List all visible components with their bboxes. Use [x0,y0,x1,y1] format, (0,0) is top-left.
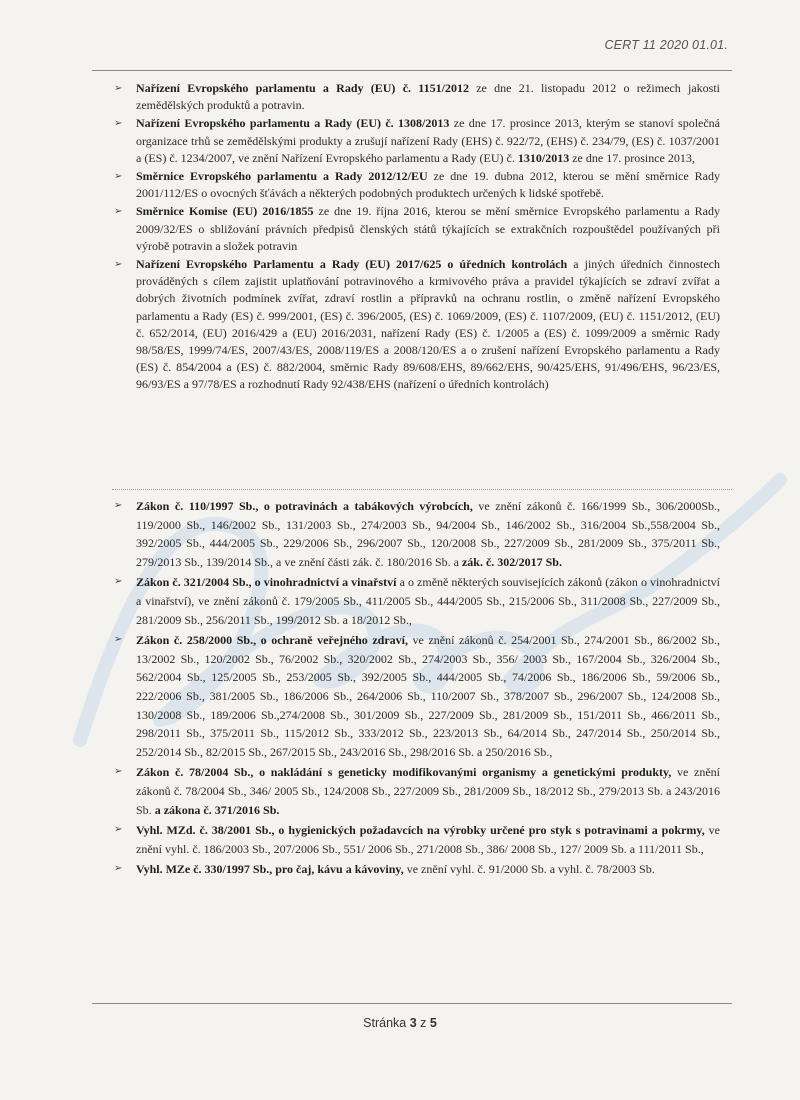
list-item: ➢ Zákon č. 258/2000 Sb., o ochraně veřejného zdraví, ve znění zákonů č. 254/2001 Sb., 274/2001 Sb., 86/2002 Sb., 13/2002 Sb., 120/2002 Sb., 76/2002 Sb., 320/2002 Sb., 274/2003 Sb., 356/ 2003 Sb., 167/2004 Sb., 326/2004 Sb., 562/2004 Sb., 125/2005 Sb., 253/2005 Sb., 392/2005 Sb., 444/2005 Sb., 74/2006 Sb., 186/2006 Sb., 59/2006 Sb., 222/2006 Sb., 381/2005 Sb., 186/2006 Sb., 264/2006 Sb., 110/2007 Sb., 378/2007 Sb., 296/2007 Sb., 124/2008 Sb., 130/2008 Sb., 189/2006 Sb.,274/2008 Sb., 301/2009 Sb., 227/2009 Sb., 281/2009 Sb., 151/2011 Sb., 466/2011 Sb., 298/2011 Sb., 375/2011 Sb., 115/2012 Sb., 333/2012 Sb., 223/2013 Sb., 64/2014 Sb., 247/2014 Sb., 250/2014 Sb., 252/2014 Sb., 82/2015 Sb., 267/2015 Sb., 243/2016 Sb., 298/2016 Sb. a 250/2016 Sb., [114,633,720,759]
header-divider [92,70,732,71]
arrow-bullet-icon: ➢ [114,500,123,511]
document-code: CERT 11 2020 01.01. [604,38,728,52]
list-item: ➢ Vyhl. MZd. č. 38/2001 Sb., o hygienických požadavcích na výrobky určené pro styk s potravinami a pokrmy, ve znění vyhl. č. 186/2003 Sb., 207/2006 Sb., 551/ 2006 Sb., 271/2008 Sb., 386/ 2008 Sb., 127/ 2009 Sb. a 111/2011 Sb., [114,823,720,856]
arrow-bullet-icon: ➢ [114,863,123,875]
list-item: ➢ Vyhl. MZe č. 330/1997 Sb., pro čaj, kávu a kávoviny, ve znění vyhl. č. 91/2000 Sb. a vyhl. č. 78/2003 Sb. [108,860,720,879]
arrow-bullet-icon: ➢ [114,634,123,646]
list-item: ➢ Zákon č. 78/2004 Sb., o nakládání s geneticky modifikovanými organismy a genetickými produkty, ve znění zákonů č. 78/2004 Sb., 346/ 2005 Sb., 124/2008 Sb., 227/2009 Sb., 281/2009 Sb., 18/2012 Sb., 279/2013 Sb. a 243/2016 Sb. a zákona č. 371/2016 Sb. [114,765,721,817]
arrow-bullet-icon: ➢ [114,766,123,778]
footer-divider [92,1003,732,1004]
list-item: ➢ Zákon č. 321/2004 Sb., o vinohradnictví a vinařství a o změně některých souvisejících zákonů (zákon o vinohradnictví a vinařství), ve znění zákonů č. 179/2005 Sb., 411/2005 Sb., 444/2005 Sb., 215/2006 Sb., 311/2008 Sb., 227/2009 Sb., 281/2009 Sb., 256/2011 Sb., 199/2012 Sb. a 18/2012 Sb., [114,575,720,627]
list-item: ➢ Nařízení Evropského parlamentu a Rady (EU) č. 1308/2013 ze dne 17. prosince 2013, kterým se stanoví společná organizace trhů se zemědělskými produkty a zrušují nařízení Rady (EHS) č. 922/72, (EHS) č. 234/79, (ES) č. 1037/2001 a (ES) č. 1234/2007, ve znění Nařízení Evropského parlamentu a Rady (EU) č. 1310/2013 ze dne 17. prosince 2013, [114,116,721,165]
arrow-bullet-icon: ➢ [114,824,123,836]
arrow-bullet-icon: ➢ [114,576,123,588]
list-item: ➢ Nařízení Evropského Parlamentu a Rady (EU) 2017/625 o úředních kontrolách a jiných úředních činnostech prováděných s cílem zajistit uplatňování potravinového a krmivového práva a pravidel týkajících se zdraví zvířat a dobrých životních podmínek zvířat, zdraví rostlin a přípravků na ochranu rostlin, o změně nařízení Evropského parlamentu a Rady (ES) č. 999/2001, (ES) č. 396/2005, (ES) č. 1069/2009, (ES) č. 1107/2009, (EU) č. 1151/2012, (EU) č. 652/2014, (EU) 2016/429 a (EU) 2016/2031, nařízení Rady (ES) č. 1/2005 a (ES) č. 1099/2009 a směrnic Rady 98/58/ES, 1999/74/ES, 2007/43/ES, 2008/119/ES a 2008/120/ES a o zrušení nařízení Evropského parlamentu a Rady (ES) č. 854/2004 a (ES) č. 882/2004, směrnic Rady 89/608/EHS, 89/662/EHS, 90/425/EHS, 91/496/EHS, 96/23/ES, 96/93/ES a 97/78/ES a rozhodnutí Rady 92/438/EHS (nařízení o úředních kontrolách) [114,257,720,392]
arrow-bullet-icon: ➢ [114,118,123,130]
page-number: Stránka 3 z 5 [363,1016,437,1030]
arrow-bullet-icon: ➢ [114,259,123,271]
list-item: ➢ Nařízení Evropského parlamentu a Rady (EU) č. 1151/2012 ze dne 21. listopadu 2012 o režimech jakosti zemědělských produktů a potravin. [114,81,720,113]
arrow-bullet-icon: ➢ [114,83,123,94]
arrow-bullet-icon: ➢ [114,171,123,183]
list-item: ➢ Směrnice Evropského parlamentu a Rady 2012/12/EU ze dne 19. dubna 2012, kterou se mění směrnice Rady 2001/112/ES o ovocných šťávách a některých podobných produktech určených k lidské spotřebě. [114,169,721,201]
eu-regulations-list [108,80,720,395]
list-item: ➢ Zákon č. 110/1997 Sb., o potravinách a tabákových výrobcích, ve znění zákonů č. 166/1999 Sb., 306/2000Sb., 119/2000 Sb., 146/2002 Sb., 131/2003 Sb., 274/2003 Sb., 94/2004 Sb., 146/2002 Sb., 316/2004 Sb.,558/2004 Sb., 392/2005 Sb., 444/2005 Sb., 229/2006 Sb., 296/2007 Sb., 120/2008 Sb., 227/2009 Sb., 281/2009 Sb., 375/2011 Sb., 279/2013 Sb., 139/2014 Sb., a ve znění části zák. č. 180/2016 Sb. a zák. č. 302/2017 Sb. [114,499,720,569]
section-divider [112,489,732,490]
list-item: ➢ Směrnice Komise (EU) 2016/1855 ze dne 19. října 2016, kterou se mění směrnice Evropského parlamentu a Rady 2009/32/ES o sbližování právních předpisů členských států týkajících se extrakčních rozpouštědel používaných při výrobě potravin a složek potravin [114,204,720,253]
arrow-bullet-icon: ➢ [114,206,123,218]
cz-laws-list [108,497,720,881]
